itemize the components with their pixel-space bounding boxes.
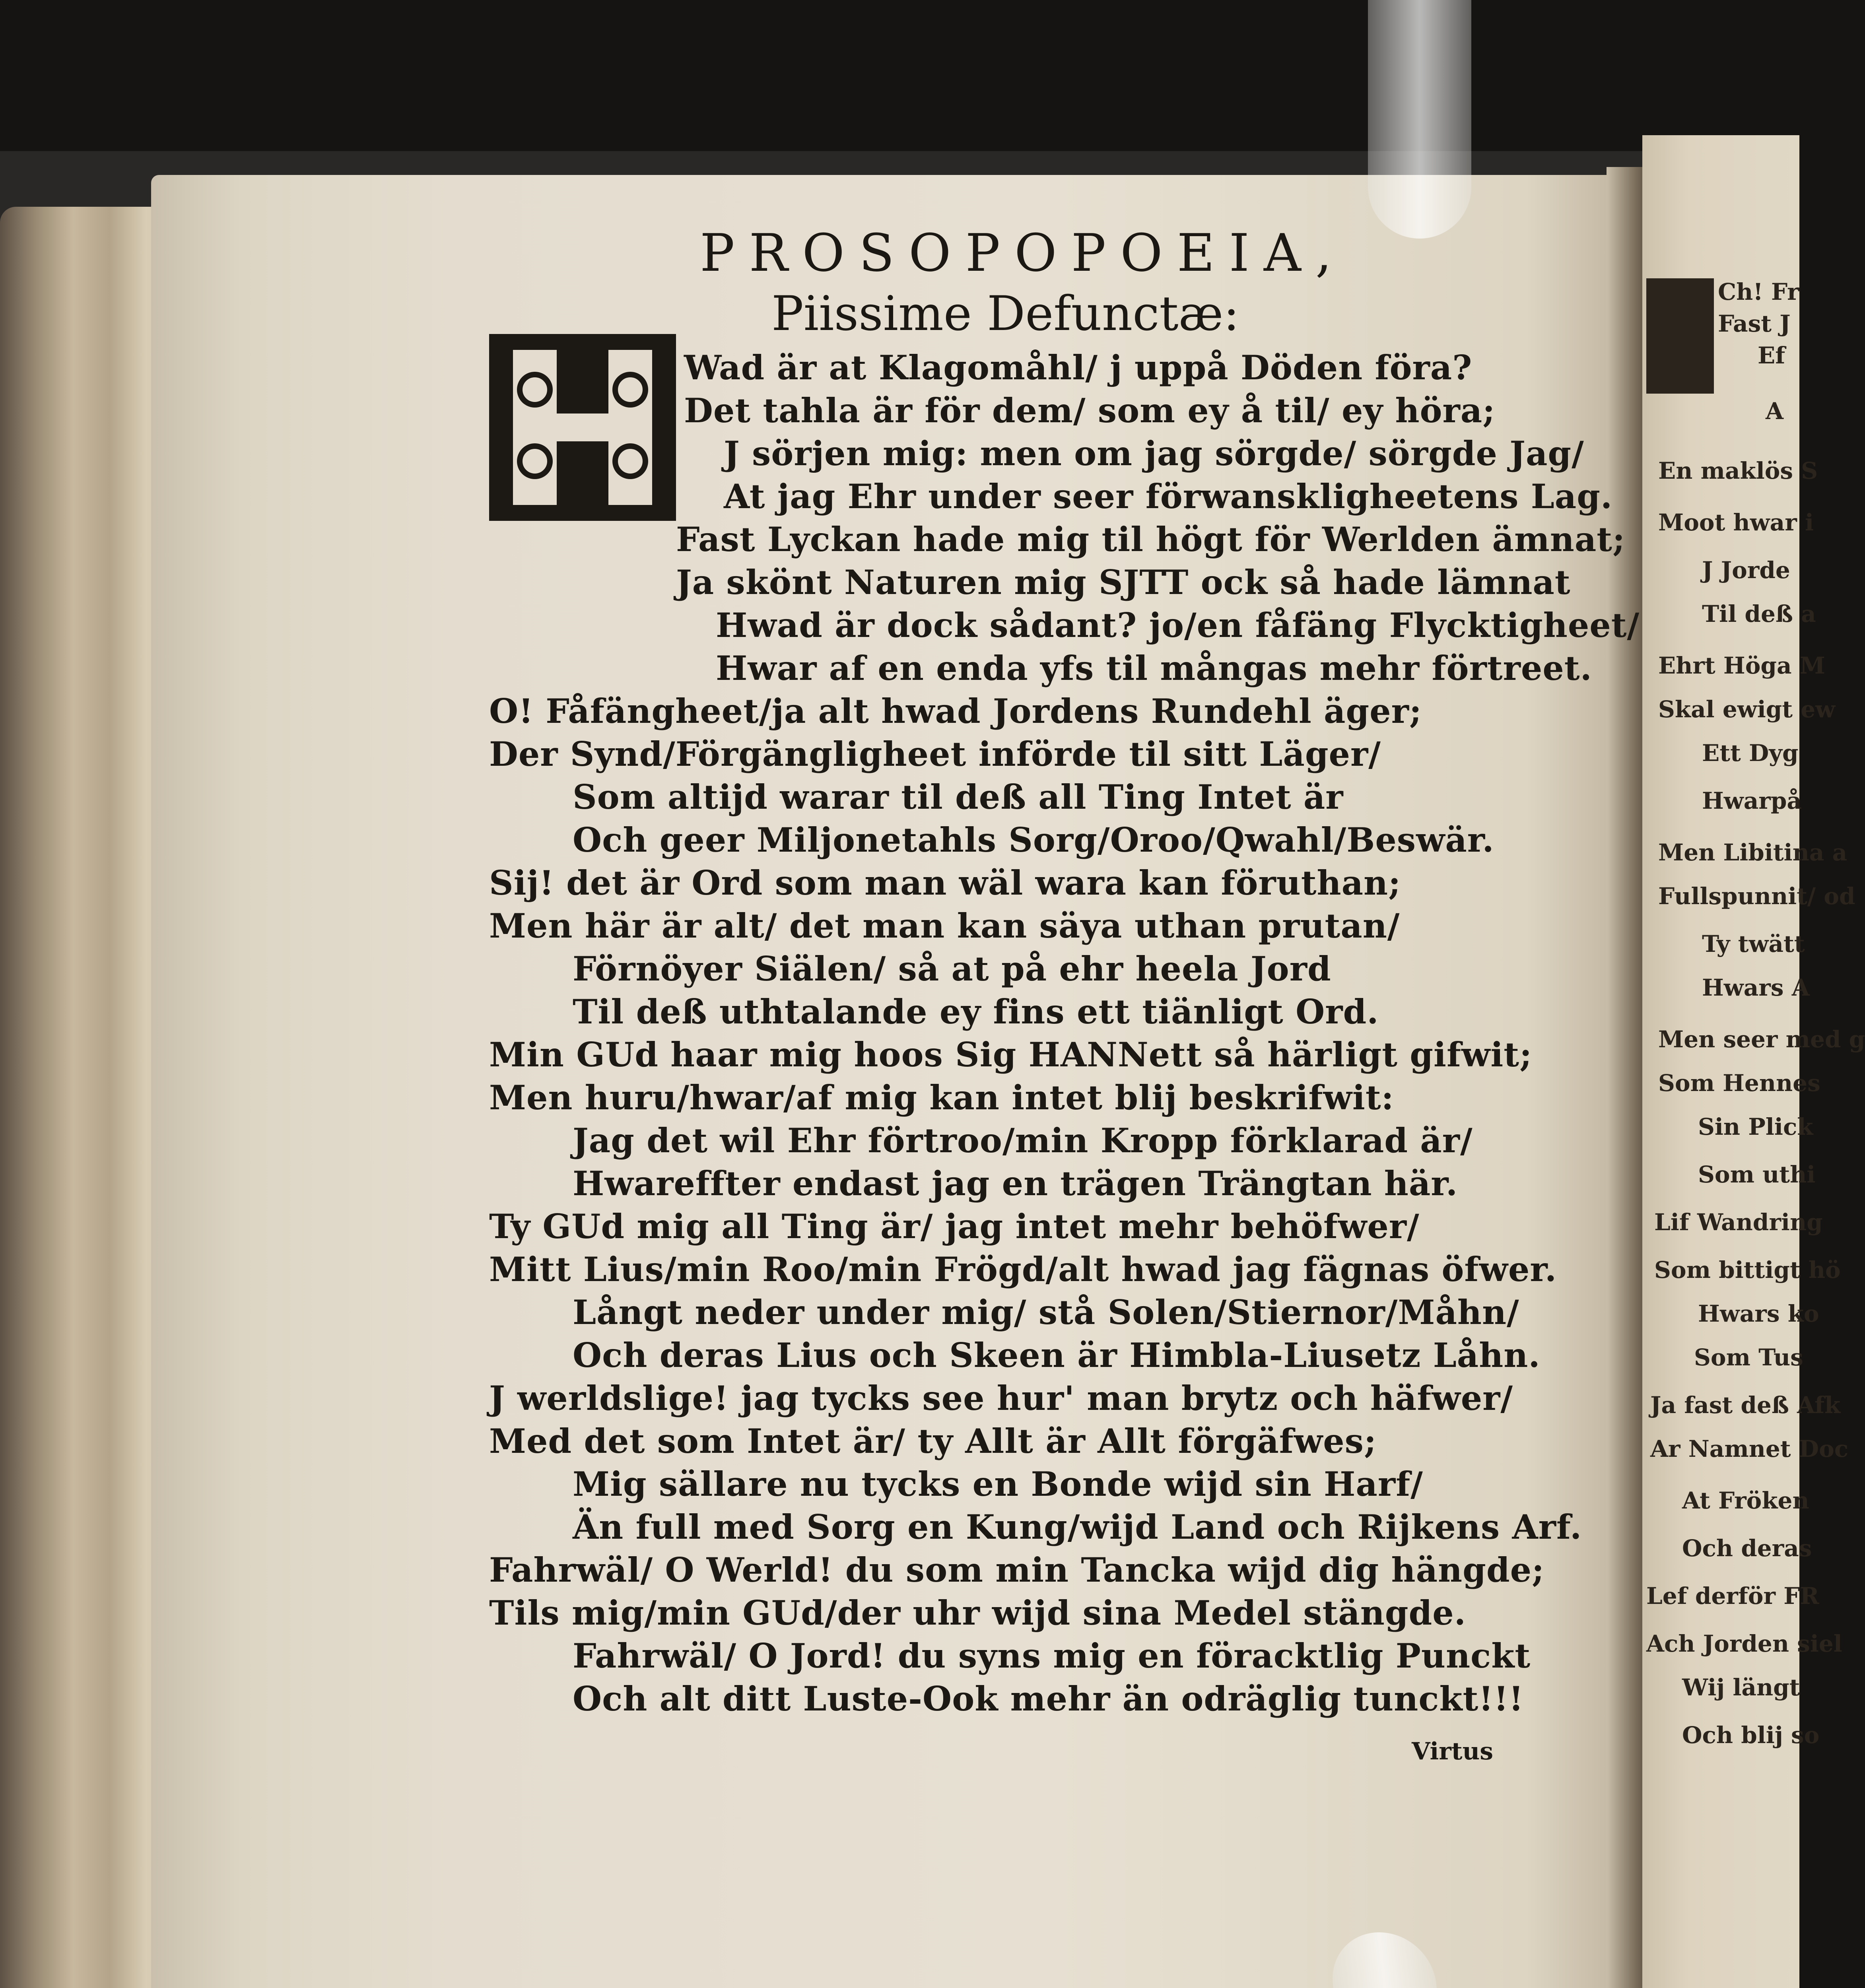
page-title: PROSOPOPOEIA, — [700, 223, 1346, 283]
initial-letter-ornament — [489, 334, 676, 521]
verse-line: Men huru/hwar/af mig kan intet blij beskrifwit: — [489, 1078, 1394, 1117]
facing-page-line: Lif Wandring — [1654, 1209, 1823, 1236]
facing-page-line: Hwars A — [1702, 974, 1810, 1001]
verse-line: Och alt ditt Luste-Ook mehr än odräglig tunckt!!! — [573, 1679, 1524, 1718]
facing-page-line: Men Libitina a — [1658, 839, 1848, 866]
page-subtitle: Piissime Defunctæ: — [771, 286, 1239, 342]
holding-strap-top — [1368, 0, 1471, 239]
verse-line: Än full med Sorg en Kung/wijd Land och Rijkens Arf. — [573, 1507, 1582, 1547]
verse-line: Wad är at Klagomåhl/ j uppå Döden föra? — [684, 348, 1473, 387]
verse-line: Hwareffter endast jag en trägen Trängtan här. — [573, 1164, 1458, 1203]
facing-page-line: Sin Plick — [1698, 1113, 1813, 1140]
facing-page-line: J Jorde — [1702, 557, 1790, 584]
verse-line: Der Synd/Förgängligheet införde til sitt Läger/ — [489, 734, 1381, 774]
verse-line: O! Fåfängheet/ja alt hwad Jordens Rundehl äger; — [489, 691, 1422, 731]
facing-page-line: Wij längt — [1682, 1674, 1800, 1701]
verse-line: Fahrwäl/ O Werld! du som min Tancka wijd dig hängde; — [489, 1550, 1545, 1590]
facing-page-line: Skal ewigt ew — [1658, 696, 1836, 723]
verse-line: Ty GUd mig all Ting är/ jag intet mehr behöfwer/ — [489, 1207, 1420, 1246]
verse-line: Med det som Intet är/ ty Allt är Allt förgäfwes; — [489, 1421, 1377, 1461]
facing-page-line: Hwars ko — [1698, 1300, 1819, 1327]
verse-line: Jag det wil Ehr förtroo/min Kropp förklarad är/ — [573, 1121, 1473, 1160]
facing-page-line: Fast J — [1718, 310, 1791, 337]
facing-page-line: Som bittigt hö — [1654, 1256, 1841, 1283]
facing-page-line: Ett Dyg — [1702, 740, 1799, 767]
verse-line: Tils mig/min GUd/der uhr wijd sina Medel stängde. — [489, 1593, 1466, 1633]
verse-line: Och geer Miljonetahls Sorg/Oroo/Qwahl/Beswär. — [573, 820, 1494, 860]
facing-page-line: At Fröken — [1682, 1487, 1809, 1514]
facing-page-initial-icon — [1646, 278, 1714, 394]
facing-page-line: Ja fast deß Afk — [1650, 1392, 1841, 1419]
facing-page-line: Moot hwar i — [1658, 509, 1814, 536]
facing-page-line: Til deß a — [1702, 600, 1816, 627]
verse-line: Ja skönt Naturen mig SJTT ock så hade lämnat — [676, 563, 1571, 602]
facing-page-line: En maklös S — [1658, 457, 1818, 484]
facing-page-line: Ach Jorden siel — [1646, 1630, 1842, 1657]
facing-page-line: Ty twätt — [1702, 930, 1805, 957]
verse-line: Och deras Lius och Skeen är Himbla-Liusetz Låhn. — [573, 1336, 1541, 1375]
facing-page-line: Fullspunnit/ od — [1658, 883, 1855, 910]
verse-line: Til deß uthtalande ey fins ett tiänligt Ord. — [573, 992, 1379, 1031]
verse-line: J sörjen mig: men om jag sörgde/ sörgde Jag/ — [724, 434, 1584, 473]
verse-line: Sij! det är Ord som man wäl wara kan föruthan; — [489, 863, 1401, 903]
catchword: Virtus — [1412, 1738, 1494, 1765]
verse-line: Mig sällare nu tycks en Bonde wijd sin Harf/ — [573, 1464, 1423, 1504]
verse-line: Förnöyer Siälen/ så at på ehr heela Jord — [573, 949, 1331, 988]
verse-line: J werldslige! jag tycks see hur' man brytz och häfwer/ — [489, 1378, 1513, 1418]
facing-page-line: Som Tus — [1694, 1344, 1803, 1371]
facing-page-line: A — [1766, 398, 1784, 425]
facing-page-line: Som uthi — [1698, 1161, 1816, 1188]
verse-line: Som altijd warar til deß all Ting Intet är — [573, 777, 1344, 817]
verse-line: Det tahla är för dem/ som ey å til/ ey höra; — [684, 391, 1496, 430]
verse-line: At jag Ehr under seer förwanskligheetens Lag. — [724, 477, 1613, 516]
verse-line: Mitt Lius/min Roo/min Frögd/alt hwad jag fägnas öfwer. — [489, 1250, 1557, 1289]
verse-line: Men här är alt/ det man kan säya uthan prutan/ — [489, 906, 1400, 945]
facing-page-line: Men seer med g — [1658, 1026, 1865, 1053]
verse-line: Fahrwäl/ O Jord! du syns mig en föracktlig Punckt — [573, 1636, 1531, 1675]
facing-page-line: Hwarpå — [1702, 787, 1802, 814]
facing-page-line: Som Hennes — [1658, 1070, 1820, 1097]
verse-line: Hwar af en enda yfs til mångas mehr förtreet. — [716, 648, 1592, 688]
facing-page-line: Och deras — [1682, 1535, 1812, 1562]
facing-page-line: Ch! Fr — [1718, 278, 1799, 305]
facing-page-line: Ehrt Höga M — [1658, 652, 1825, 679]
facing-page-line: Lef derför FR — [1646, 1582, 1819, 1609]
facing-page-line: Ar Namnet Doc — [1650, 1435, 1849, 1462]
facing-page-line: Ef — [1758, 342, 1785, 369]
verse-line: Långt neder under mig/ stå Solen/Stiernor/Måhn/ — [573, 1293, 1519, 1332]
verse-line: Min GUd haar mig hoos Sig HANNett så härligt gifwit; — [489, 1035, 1533, 1074]
decorated-initial-icon — [489, 334, 676, 521]
verse-line: Fast Lyckan hade mig til högt för Werlden ämnat; — [676, 520, 1626, 559]
verse-line: Hwad är dock sådant? jo/en fåfäng Flycktigheet/ — [716, 606, 1640, 645]
facing-page-line: Och blij so — [1682, 1722, 1820, 1749]
